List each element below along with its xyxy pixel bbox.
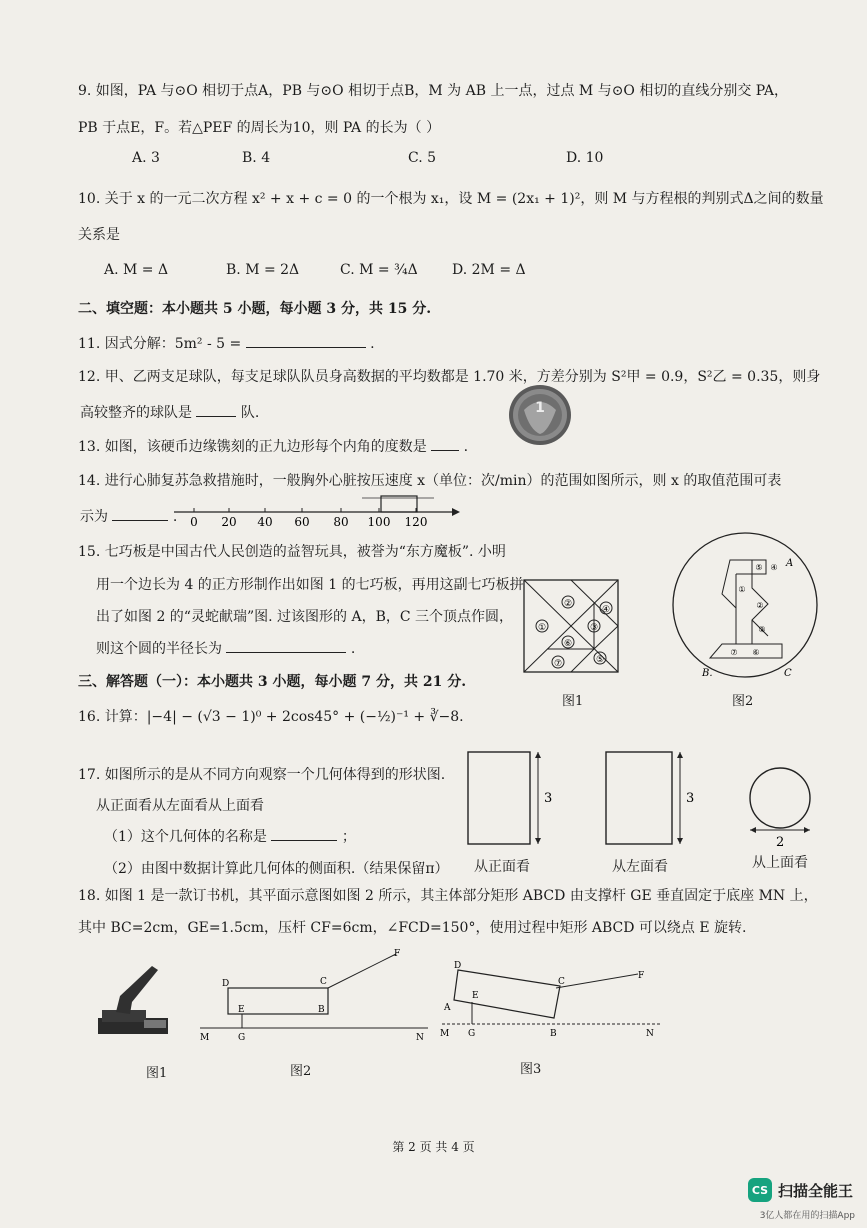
q13-text: 13. 如图，该硬币边缘镌刻的正九边形每个内角的度数是: [78, 439, 427, 455]
q10-stem-line2: 关系是: [78, 227, 120, 243]
fig2-point-c: C: [320, 977, 327, 987]
q9-option-d: D. 10: [566, 150, 604, 166]
q17-subq1-blank[interactable]: [271, 840, 337, 841]
tangram2-label-2: ②: [756, 601, 764, 610]
tangram1-label-1: ①: [537, 623, 547, 633]
fig2-point-b: B: [318, 1005, 325, 1015]
q17-subq1: [104, 826, 356, 846]
tick-label-120: 120: [404, 515, 428, 529]
front-view-label: 从正面看: [474, 859, 530, 875]
q15-stem-line1: 15. 七巧板是中国古代人民创造的益智玩具，被誉为“东方魔板”. 小明: [78, 544, 506, 560]
q10-option-b: B. M = 2Δ: [226, 262, 300, 278]
fig2-point-m: M: [200, 1033, 210, 1043]
tangram2-point-b: B.: [702, 668, 713, 679]
section-2-header: 二、填空题：本小题共 5 小题，每小题 3 分，共 15 分.: [78, 301, 432, 317]
fig3-point-f: F: [638, 971, 645, 981]
stapler-schematic-fig2: [196, 946, 436, 1050]
tangram2-point-c: C: [784, 668, 792, 679]
q12-answer-blank[interactable]: [196, 416, 236, 417]
q11-answer-blank[interactable]: [246, 347, 366, 348]
q17-stem-line1: 17. 如图所示的是从不同方向观察一个几何体得到的形状图.: [78, 767, 446, 783]
tangram2-label-1: ①: [738, 585, 746, 594]
q9-stem-line2: PB 于点E，F。若△PEF 的周长为10，则 PA 的长为（ ）: [78, 120, 441, 136]
top-view-diameter: 2: [776, 835, 785, 850]
q14-answer-blank[interactable]: [112, 520, 168, 521]
fig2-point-d: D: [222, 979, 230, 989]
q17-subq2: （2）由图中数据计算此几何体的侧面积.（结果保留π）: [104, 861, 449, 877]
tick-label-40: 40: [257, 515, 273, 529]
tangram2-label-3: ③: [758, 625, 766, 634]
q11-end: .: [370, 336, 375, 352]
q9-option-b: B. 4: [242, 150, 271, 166]
tick-label-20: 20: [221, 515, 237, 529]
tangram-figure-1: [522, 578, 622, 680]
fig2-point-e: E: [238, 1005, 245, 1015]
tangram2-label-7: ⑦: [730, 648, 738, 657]
left-view-figure: [604, 750, 700, 854]
q15-stem-line2: 用一个边长为 4 的正方形制作出如图 1 的七巧板，再用这副七巧板拼: [96, 577, 524, 593]
q17-subq1-text: （1）这个几何体的名称是: [104, 829, 272, 845]
q18-stem-line1: 18. 如图 1 是一款订书机，其平面示意图如图 2 所示，其主体部分矩形 ABCD 由支撑杆 GE 垂直固定于底座 MN 上，: [78, 888, 818, 904]
fig3-point-m: M: [440, 1029, 450, 1039]
number-line-figure: [172, 490, 462, 534]
scanner-tagline: 3亿人都在用的扫描App: [759, 1211, 855, 1221]
q15-answer-blank[interactable]: [226, 652, 346, 653]
q13-answer-blank[interactable]: [431, 450, 459, 451]
scanner-app-name: 扫描全能王: [777, 1181, 853, 1200]
q12-stem-line2: [80, 402, 259, 422]
q15-stem-line4: [96, 638, 355, 658]
tangram1-label-3: ③: [589, 623, 599, 633]
tick-label-80: 80: [333, 515, 349, 529]
tick-label-60: 60: [294, 515, 310, 529]
fig3-point-g: G: [468, 1029, 476, 1039]
q11-text: 11. 因式分解：5m² - 5 =: [78, 336, 246, 352]
q15-text: 则这个圆的半径长为: [96, 641, 222, 657]
stapler-schematic-fig3: [438, 956, 668, 1050]
front-view-height: 3: [544, 791, 553, 806]
page-footer: 第 2 页 共 4 页: [392, 1140, 475, 1154]
q10-option-c: C. M = ¾Δ: [340, 262, 418, 278]
tangram2-label-4: ④: [770, 563, 778, 572]
fig2-point-n: N: [416, 1033, 424, 1043]
scanner-logo-icon: CS: [748, 1178, 772, 1202]
fig2-point-g: G: [238, 1033, 246, 1043]
stapler-photo: [96, 960, 172, 1044]
q10-option-a: A. M = Δ: [104, 262, 169, 278]
q14-stem-line2: [80, 506, 177, 526]
fig3-point-a: A: [444, 1003, 451, 1013]
fig3-point-c: C: [558, 977, 565, 987]
caption-fig1-tangram: 图1: [562, 694, 584, 709]
coin-photo: [508, 384, 572, 450]
tangram2-label-6: ⑥: [752, 648, 760, 657]
front-view-figure: [466, 750, 556, 854]
q12-end: 队.: [240, 405, 260, 421]
tangram-figure-2: [670, 530, 820, 684]
q15-end: .: [350, 641, 356, 657]
left-view-height: 3: [686, 791, 695, 806]
fig3-point-d: D: [454, 961, 462, 971]
q12-stem-line1: 12. 甲、乙两支足球队，每支足球队队员身高数据的平均数都是 1.70 米，方差分别为 S²甲 = 0.9，S²乙 = 0.35，则身: [78, 369, 821, 385]
q14-stem-line1: 14. 进行心肺复苏急救措施时，一般胸外心脏按压速度 x（单位：次/min）的范围如图所示，则 x 的取值范围可表: [78, 473, 782, 489]
top-view-figure: [746, 766, 816, 854]
q13-stem: [78, 436, 468, 456]
section-3-header: 三、解答题（一）：本小题共 3 小题，每小题 7 分，共 21 分.: [78, 674, 467, 690]
fig3-point-e: E: [472, 991, 479, 1001]
q9-option-c: C. 5: [408, 150, 437, 166]
tangram1-label-6: ⑥: [563, 639, 573, 649]
left-view-label: 从左面看: [612, 859, 668, 875]
q10-stem-line1: 10. 关于 x 的一元二次方程 x² + x + c = 0 的一个根为 x₁，设 M = (2x₁ + 1)²，则 M 与方程根的判别式Δ之间的数量: [78, 191, 824, 207]
q9-stem-line1: 9. 如图，PA 与⊙O 相切于点A，PB 与⊙O 相切于点B，M 为 AB 上一点，过点 M 与⊙O 相切的直线分别交 PA，: [78, 83, 789, 99]
tangram2-label-5: ⑤: [755, 563, 763, 572]
tangram1-label-2: ②: [563, 599, 573, 609]
tangram1-label-5: ⑤: [595, 655, 605, 665]
fig3-point-n: N: [646, 1029, 654, 1039]
tangram1-label-7: ⑦: [553, 659, 563, 669]
q14-text: 示为: [80, 509, 108, 525]
q17-subq1-end: ；: [341, 829, 356, 845]
fig3-point-b: B: [550, 1029, 557, 1039]
caption-fig3-schematic: 图3: [520, 1062, 542, 1077]
q16-stem: 16. 计算：|−4| − (√3 − 1)⁰ + 2cos45° + (−½)⁻¹ + ∛−8.: [78, 709, 464, 725]
caption-fig2-schematic: 图2: [290, 1064, 312, 1079]
q9-option-a: A. 3: [132, 150, 160, 166]
caption-fig1-stapler: 图1: [146, 1066, 168, 1081]
tick-label-0: 0: [190, 515, 198, 529]
q14-end: .: [172, 509, 178, 525]
q10-option-d: D. 2M = Δ: [452, 262, 526, 278]
tangram1-label-4: ④: [601, 605, 611, 615]
coin-denomination: 1: [535, 400, 545, 416]
q17-stem-line2: 从正面看从左面看从上面看: [96, 798, 264, 814]
tangram2-point-a: A: [786, 558, 794, 569]
tick-label-100: 100: [367, 515, 391, 529]
top-view-label: 从上面看: [752, 855, 808, 871]
q11-stem: [78, 333, 375, 353]
q13-end: .: [463, 439, 469, 455]
scanner-watermark: [748, 1178, 853, 1202]
q12-text: 高较整齐的球队是: [80, 405, 197, 421]
caption-fig2-tangram: 图2: [732, 694, 754, 709]
q15-stem-line3: 出了如图 2 的“灵蛇献瑞”图. 过该图形的 A，B，C 三个顶点作圆，: [96, 609, 514, 625]
fig2-point-f: F: [394, 949, 401, 959]
q18-stem-line2: 其中 BC=2cm，GE=1.5cm，压杆 CF=6cm，∠FCD=150°，使用过程中矩形 ABCD 可以绕点 E 旋转.: [78, 920, 747, 936]
